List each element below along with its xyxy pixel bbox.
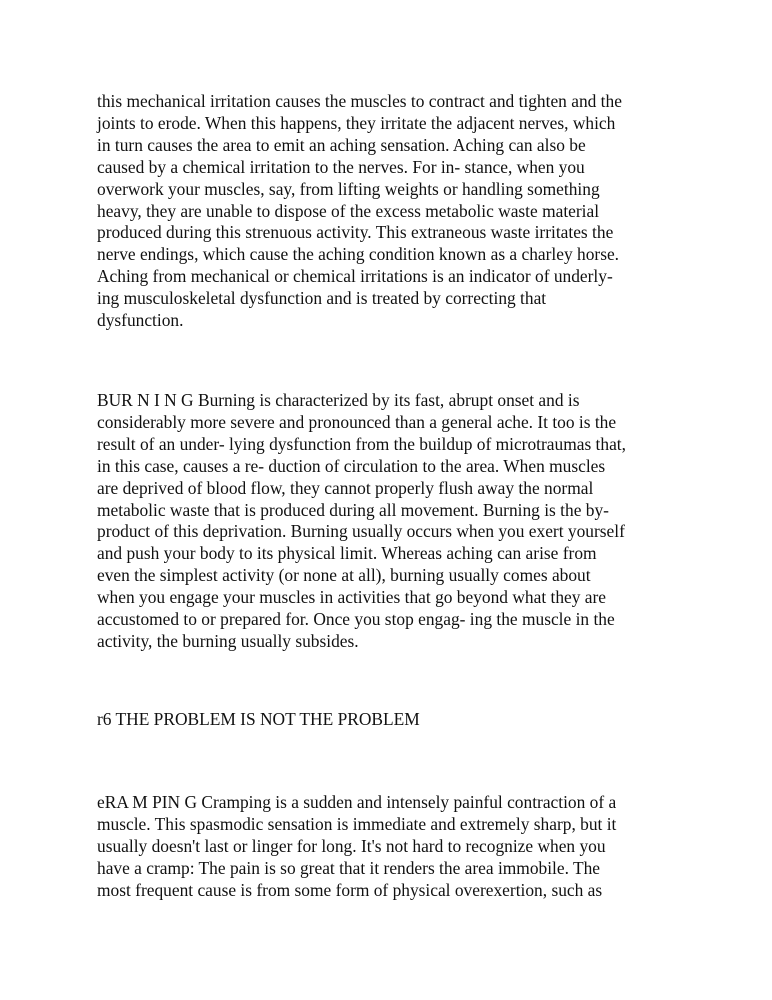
paragraph-burning bbox=[97, 390, 697, 653]
text-line: this mechanical irritation causes the muscles to contract and tighten and the bbox=[97, 91, 622, 111]
text-line: nerve endings, which cause the aching condition known as a charley horse. bbox=[97, 244, 620, 265]
text-line: result of an under- lying dysfunction from the buildup of microtraumas that, bbox=[97, 433, 626, 454]
text-line: usually doesn't last or linger for long. It's not hard to recognize when you bbox=[97, 835, 606, 856]
paragraph-cramping bbox=[97, 792, 697, 902]
text-line: most frequent cause is from some form of physical overexertion, such as bbox=[97, 879, 603, 900]
text-line: Aching from mechanical or chemical irritations is an indicator of underly- bbox=[97, 266, 613, 287]
text-line: heavy, they are unable to dispose of the excess metabolic waste material bbox=[97, 200, 600, 221]
text-line: metabolic waste that is produced during all movement. Burning is the by- bbox=[97, 499, 609, 520]
text-line: joints to erode. When this happens, they irritate the adjacent nerves, which bbox=[97, 112, 616, 133]
text-line: when you engage your muscles in activities that go beyond what they are bbox=[97, 587, 607, 608]
text-line: ing musculoskeletal dysfunction and is treated by correcting that bbox=[97, 288, 547, 309]
text-line: have a cramp: The pain is so great that it renders the area immobile. The bbox=[97, 857, 601, 878]
text-line: produced during this strenuous activity. This extraneous waste irritates the bbox=[97, 222, 614, 243]
text-line: even the simplest activity (or none at all), burning usually comes about bbox=[97, 565, 591, 586]
text-line: and push your body to its physical limit. Whereas aching can arise from bbox=[97, 543, 597, 564]
text-line: BUR N I N G Burning is characterized by its fast, abrupt onset and is bbox=[97, 390, 580, 410]
text-line: are deprived of blood flow, they cannot properly flush away the normal bbox=[97, 477, 594, 498]
text-line: muscle. This spasmodic sensation is immediate and extremely sharp, but it bbox=[97, 813, 617, 834]
text-line: eRA M PIN G Cramping is a sudden and intensely painful contraction of a bbox=[97, 792, 617, 812]
text-line: in turn causes the area to emit an aching sensation. Aching can also be bbox=[97, 134, 586, 155]
text-line: considerably more severe and pronounced than a general ache. It too is the bbox=[97, 411, 617, 432]
text-line: overwork your muscles, say, from lifting weights or handling something bbox=[97, 178, 600, 199]
paragraph-aching bbox=[97, 91, 697, 332]
text-line: activity, the burning usually subsides. bbox=[97, 630, 359, 651]
running-header-text: r6 THE PROBLEM IS NOT THE PROBLEM bbox=[97, 709, 420, 729]
text-line: caused by a chemical irritation to the nerves. For in- stance, when you bbox=[97, 156, 585, 177]
text-line: in this case, causes a re- duction of circulation to the area. When muscles bbox=[97, 455, 606, 476]
running-header bbox=[97, 709, 697, 731]
text-line: dysfunction. bbox=[97, 310, 184, 331]
text-line: accustomed to or prepared for. Once you stop engag- ing the muscle in the bbox=[97, 609, 615, 630]
text-line: product of this deprivation. Burning usually occurs when you exert yourself bbox=[97, 521, 625, 542]
